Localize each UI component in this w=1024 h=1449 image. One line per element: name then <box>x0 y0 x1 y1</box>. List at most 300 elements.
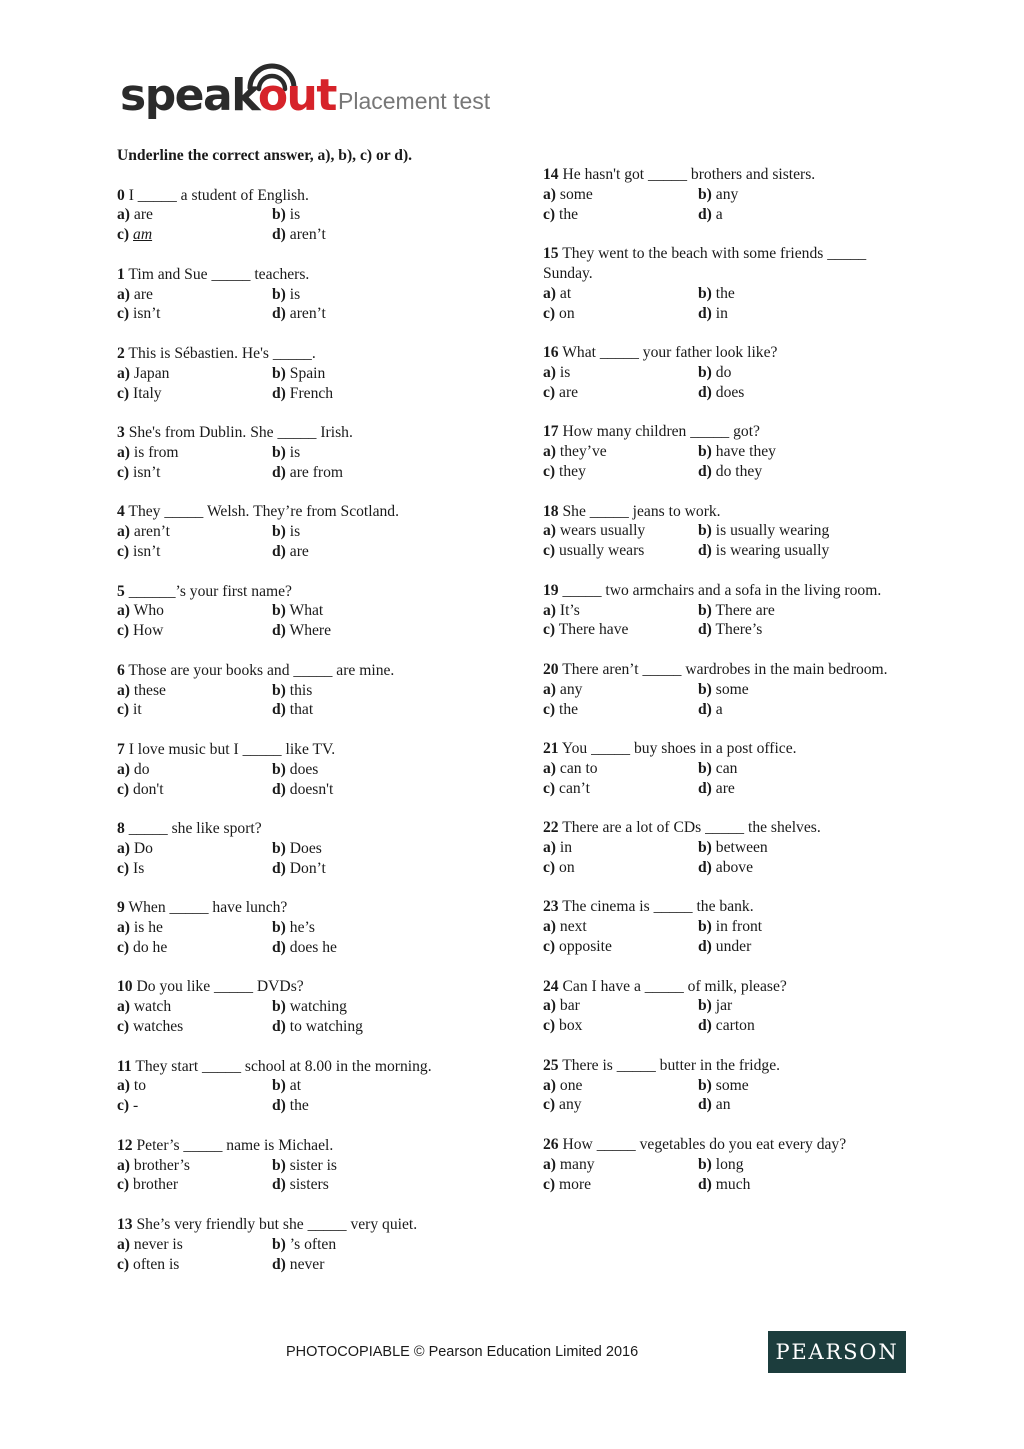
question-stem <box>117 582 497 602</box>
pearson-logo: PEARSON <box>768 1331 906 1373</box>
question-number: 4 <box>117 503 125 521</box>
option-text: aren’t <box>289 305 326 323</box>
option-text: aren’t <box>289 226 326 244</box>
option-text: is <box>289 285 301 303</box>
option-text: in <box>559 839 573 857</box>
option-letter: c) <box>543 938 556 956</box>
option-letter: b) <box>698 601 712 619</box>
question-10 <box>117 977 497 1036</box>
option-letter: a) <box>543 839 556 857</box>
option-letter: a) <box>117 1077 130 1095</box>
option <box>272 839 322 859</box>
option-letter: b) <box>698 1076 712 1094</box>
option-text: Japan <box>133 364 170 382</box>
option-text: Does <box>289 839 322 857</box>
option <box>117 384 162 404</box>
question-text: What _____ your father look like? <box>562 344 778 362</box>
option <box>117 443 179 463</box>
options-row <box>543 620 913 640</box>
option-letter: a) <box>543 1155 556 1173</box>
option-text: Is <box>133 859 145 877</box>
options-row <box>117 304 497 324</box>
option-text: more <box>559 1175 592 1193</box>
question-number: 24 <box>543 977 559 995</box>
option <box>272 443 300 463</box>
question-24 <box>543 977 913 1036</box>
question-text: She _____ jeans to work. <box>562 502 721 520</box>
question-6 <box>117 661 497 720</box>
question-number: 17 <box>543 423 559 441</box>
option <box>117 621 163 641</box>
option <box>543 620 628 640</box>
option <box>543 1155 595 1175</box>
question-number: 10 <box>117 978 133 996</box>
option-letter: d) <box>698 621 712 639</box>
option-letter: c) <box>117 463 130 481</box>
option <box>698 1016 755 1036</box>
option-text: on <box>559 304 575 322</box>
option-text: in front <box>715 918 763 936</box>
option <box>117 780 164 800</box>
question-21 <box>543 739 913 798</box>
option-letter: c) <box>543 700 556 718</box>
option-text: brother <box>133 1176 179 1194</box>
option-text: a <box>715 700 723 718</box>
option-letter: a) <box>543 997 556 1015</box>
option-text: How <box>133 622 164 640</box>
option <box>117 285 153 305</box>
option-letter: a) <box>543 1076 556 1094</box>
option-text: is <box>289 523 301 541</box>
option-letter: c) <box>543 621 556 639</box>
option <box>543 383 578 403</box>
option-letter: a) <box>117 1235 130 1253</box>
question-number: 25 <box>543 1056 559 1074</box>
option-text: they <box>559 462 586 480</box>
option <box>272 463 343 483</box>
option-letter: d) <box>272 1018 286 1036</box>
option-letter: c) <box>117 701 130 719</box>
option-letter: c) <box>117 1097 130 1115</box>
option <box>698 601 775 621</box>
question-stem <box>117 1057 497 1077</box>
options-row <box>117 225 497 245</box>
option-text: are <box>133 285 153 303</box>
option-letter: a) <box>543 185 556 203</box>
option <box>543 541 644 561</box>
option-letter: c) <box>543 779 556 797</box>
options-row <box>117 621 497 641</box>
option <box>272 859 326 879</box>
option <box>272 601 323 621</box>
option-text: the <box>559 205 579 223</box>
question-5 <box>117 582 497 641</box>
options-row <box>117 780 497 800</box>
options-row <box>117 1017 497 1037</box>
option <box>117 522 170 542</box>
option-letter: b) <box>698 839 712 857</box>
question-stem <box>117 265 497 285</box>
option-letter: a) <box>543 918 556 936</box>
option-text: Don’t <box>289 859 326 877</box>
question-23 <box>543 897 913 956</box>
option <box>543 601 580 621</box>
options-row <box>543 1076 913 1096</box>
option-text: isn’t <box>133 305 161 323</box>
question-25 <box>543 1056 913 1115</box>
question-7 <box>117 740 497 799</box>
option-letter: b) <box>272 760 286 778</box>
question-text: There are a lot of CDs _____ the shelves. <box>562 819 821 837</box>
option-text: watching <box>289 998 347 1016</box>
options-row <box>117 760 497 780</box>
option-letter: b) <box>272 443 286 461</box>
option <box>543 779 590 799</box>
option-letter: d) <box>698 383 712 401</box>
option-text: are <box>715 779 735 797</box>
option-text: jar <box>715 997 733 1015</box>
option-text: are <box>289 542 309 560</box>
question-number: 23 <box>543 898 559 916</box>
option-text: usually wears <box>559 542 645 560</box>
option-letter: a) <box>543 443 556 461</box>
option-letter: a) <box>543 284 556 302</box>
question-text: There is _____ butter in the fridge. <box>562 1056 781 1074</box>
option-letter: c) <box>117 1255 130 1273</box>
option-letter: b) <box>272 919 286 937</box>
options-row <box>543 363 913 383</box>
option-text: There are <box>715 601 775 619</box>
question-text: They _____ Welsh. They’re from Scotland. <box>128 503 399 521</box>
option-text: above <box>715 858 754 876</box>
option-text: on <box>559 858 575 876</box>
option-letter: a) <box>117 443 130 461</box>
option-letter: b) <box>698 443 712 461</box>
option-text: is he <box>133 919 163 937</box>
option-letter: c) <box>117 938 130 956</box>
option-text: is <box>559 363 571 381</box>
copyright-notice: PHOTOCOPIABLE © Pearson Education Limited 2016 <box>286 1344 639 1360</box>
option-letter: b) <box>272 1156 286 1174</box>
option-text: Do <box>133 839 153 857</box>
correct-answer: am <box>133 226 153 244</box>
option-letter: d) <box>698 1017 712 1035</box>
option <box>117 1235 183 1255</box>
question-text: They went to the beach with some friends _____ Sunday. <box>543 245 867 282</box>
option-letter: b) <box>272 998 286 1016</box>
option-letter: b) <box>272 1077 286 1095</box>
question-stem <box>543 165 905 185</box>
option-letter: c) <box>543 205 556 223</box>
option-letter: a) <box>543 680 556 698</box>
option-text: that <box>289 701 314 719</box>
option-text: this <box>289 681 313 699</box>
option-text: opposite <box>559 938 612 956</box>
option <box>117 700 142 720</box>
option <box>117 681 166 701</box>
question-stem <box>543 1056 905 1076</box>
option-letter: a) <box>117 760 130 778</box>
option-letter: d) <box>272 859 286 877</box>
options-row <box>543 1016 913 1036</box>
question-15 <box>543 244 913 323</box>
option <box>698 1175 750 1195</box>
option-letter: a) <box>543 601 556 619</box>
option-text: does he <box>289 938 337 956</box>
question-text: _____ two armchairs and a sofa in the living room. <box>562 581 882 599</box>
options-row <box>543 779 913 799</box>
option-letter: d) <box>698 1096 712 1114</box>
option-letter: b) <box>698 759 712 777</box>
question-14 <box>543 165 913 224</box>
option-letter: b) <box>272 839 286 857</box>
options-row <box>117 522 497 542</box>
speakout-logo <box>118 62 336 124</box>
options-row <box>117 859 497 879</box>
option-letter: c) <box>117 384 130 402</box>
option-letter: c) <box>117 1176 130 1194</box>
option <box>543 521 645 541</box>
option-letter: b) <box>272 523 286 541</box>
option <box>698 858 753 878</box>
option-text: are from <box>289 463 344 481</box>
option-letter: d) <box>698 779 712 797</box>
option-text: any <box>559 680 583 698</box>
options-row <box>117 443 497 463</box>
options-row <box>543 205 913 225</box>
option <box>117 542 160 562</box>
question-18 <box>543 502 913 561</box>
option <box>272 225 326 245</box>
option <box>698 284 735 304</box>
question-number: 5 <box>117 582 125 600</box>
option-text: in <box>715 304 728 322</box>
options-row <box>543 284 913 304</box>
question-text: ______’s your first name? <box>128 582 292 600</box>
option-text: at <box>289 1077 302 1095</box>
question-number: 14 <box>543 166 559 183</box>
option-letter: b) <box>698 363 712 381</box>
option-letter: a) <box>543 759 556 777</box>
option <box>272 938 337 958</box>
option <box>698 205 723 225</box>
option <box>698 1095 731 1115</box>
option <box>272 1076 301 1096</box>
option <box>698 1076 749 1096</box>
question-number: 9 <box>117 899 125 917</box>
option-letter: c) <box>543 858 556 876</box>
option <box>543 700 578 720</box>
option <box>272 1156 337 1176</box>
question-text: _____ she like sport? <box>128 820 262 838</box>
option-text: Italy <box>133 384 162 402</box>
option <box>543 937 612 957</box>
option <box>117 1156 190 1176</box>
options-row <box>543 383 913 403</box>
option <box>117 225 152 245</box>
option <box>272 364 325 384</box>
option-text: some <box>715 1076 749 1094</box>
option <box>117 463 160 483</box>
question-text: She’s very friendly but she _____ very quiet. <box>136 1216 418 1234</box>
option-text: these <box>133 681 166 699</box>
question-text: Can I have a _____ of milk, please? <box>562 977 787 995</box>
option-letter: b) <box>272 364 286 382</box>
question-17 <box>543 422 913 481</box>
question-12 <box>117 1136 497 1195</box>
option-text: some <box>559 185 593 203</box>
option-letter: b) <box>698 185 712 203</box>
option-letter: a) <box>117 364 130 382</box>
options-row <box>117 1235 497 1255</box>
question-stem <box>543 244 905 284</box>
option-text: are <box>559 383 579 401</box>
question-8 <box>117 819 497 878</box>
question-9 <box>117 898 497 957</box>
option <box>543 462 586 482</box>
option-letter: d) <box>698 938 712 956</box>
question-stem <box>117 423 497 443</box>
option <box>698 462 762 482</box>
option <box>272 621 331 641</box>
question-number: 2 <box>117 344 125 362</box>
option <box>272 780 333 800</box>
option-text: Where <box>289 622 332 640</box>
question-text: The cinema is _____ the bank. <box>562 898 754 916</box>
options-row <box>543 917 913 937</box>
option-text: to watching <box>289 1018 363 1036</box>
options-row <box>543 521 913 541</box>
option-letter: c) <box>117 542 130 560</box>
option-text: to <box>133 1077 147 1095</box>
options-row <box>543 185 913 205</box>
options-row <box>117 997 497 1017</box>
option-letter: c) <box>117 859 130 877</box>
option-letter: d) <box>272 305 286 323</box>
option-letter: c) <box>117 305 130 323</box>
option-letter: d) <box>698 700 712 718</box>
option <box>117 997 171 1017</box>
question-text: This is Sébastien. He's _____. <box>128 344 316 362</box>
option <box>117 859 144 879</box>
question-text: They start _____ school at 8.00 in the morning. <box>135 1057 432 1075</box>
option-text: do he <box>133 938 168 956</box>
option <box>543 1076 582 1096</box>
option <box>698 521 829 541</box>
option-text: don't <box>133 780 164 798</box>
options-row <box>543 996 913 1016</box>
question-stem <box>543 739 905 759</box>
options-row <box>543 680 913 700</box>
options-row <box>117 681 497 701</box>
option <box>117 1017 183 1037</box>
question-text: Those are your books and _____ are mine. <box>128 661 395 679</box>
option-text: do <box>715 363 732 381</box>
logo-wordmark <box>120 70 336 122</box>
option-letter: a) <box>117 839 130 857</box>
option-text: There have <box>558 621 629 639</box>
option <box>272 1175 329 1195</box>
question-text: There aren’t _____ wardrobes in the main bedroom. <box>562 660 888 678</box>
options-row <box>543 838 913 858</box>
option-text: watches <box>133 1018 184 1036</box>
option-text: does <box>715 383 745 401</box>
option <box>272 285 300 305</box>
left-column <box>117 146 497 1294</box>
option-text: box <box>559 1017 583 1035</box>
option-letter: d) <box>698 542 712 560</box>
option <box>698 700 723 720</box>
question-number: 20 <box>543 660 559 678</box>
question-stem <box>543 977 905 997</box>
options-row <box>117 205 497 225</box>
question-number: 11 <box>117 1057 132 1075</box>
question-text: How many children _____ got? <box>562 423 760 441</box>
option-text: under <box>715 938 752 956</box>
option-text: Who <box>133 602 164 620</box>
option-text: he’s <box>289 919 315 937</box>
option-text: the <box>289 1097 309 1115</box>
option <box>543 1016 582 1036</box>
question-text: Do you like _____ DVDs? <box>136 978 304 996</box>
question-stem <box>543 897 905 917</box>
option <box>272 918 315 938</box>
option-text: is wearing usually <box>715 542 830 560</box>
option <box>272 681 312 701</box>
option <box>698 185 738 205</box>
question-number: 26 <box>543 1136 559 1154</box>
option <box>117 918 163 938</box>
option-letter: b) <box>698 522 712 540</box>
option <box>117 304 160 324</box>
option-text: is usually wearing <box>715 522 830 540</box>
option <box>117 760 150 780</box>
option-letter: b) <box>272 1235 286 1253</box>
options-row <box>543 1155 913 1175</box>
option <box>117 205 153 225</box>
option <box>543 917 587 937</box>
question-number: 21 <box>543 740 559 758</box>
option <box>698 779 735 799</box>
option <box>698 541 829 561</box>
page-subtitle: Placement test <box>338 88 491 114</box>
option-text: ’s often <box>289 1235 337 1253</box>
options-row <box>543 759 913 779</box>
option-letter: c) <box>117 622 130 640</box>
question-11 <box>117 1057 497 1116</box>
option <box>543 442 607 462</box>
question-number: 16 <box>543 344 559 362</box>
option-text: doesn't <box>289 780 334 798</box>
options-row <box>543 937 913 957</box>
option <box>698 917 762 937</box>
option-letter: c) <box>543 304 556 322</box>
option-letter: d) <box>272 1176 286 1194</box>
option <box>117 364 169 384</box>
question-text: When _____ have lunch? <box>128 899 288 917</box>
options-row <box>117 542 497 562</box>
options-row <box>117 364 497 384</box>
option-text: often is <box>133 1255 180 1273</box>
option <box>272 304 326 324</box>
option <box>272 1017 363 1037</box>
option-letter: a) <box>117 602 130 620</box>
option <box>272 760 318 780</box>
question-number: 22 <box>543 819 559 837</box>
option <box>117 938 167 958</box>
option-letter: d) <box>698 205 712 223</box>
options-row <box>543 601 913 621</box>
